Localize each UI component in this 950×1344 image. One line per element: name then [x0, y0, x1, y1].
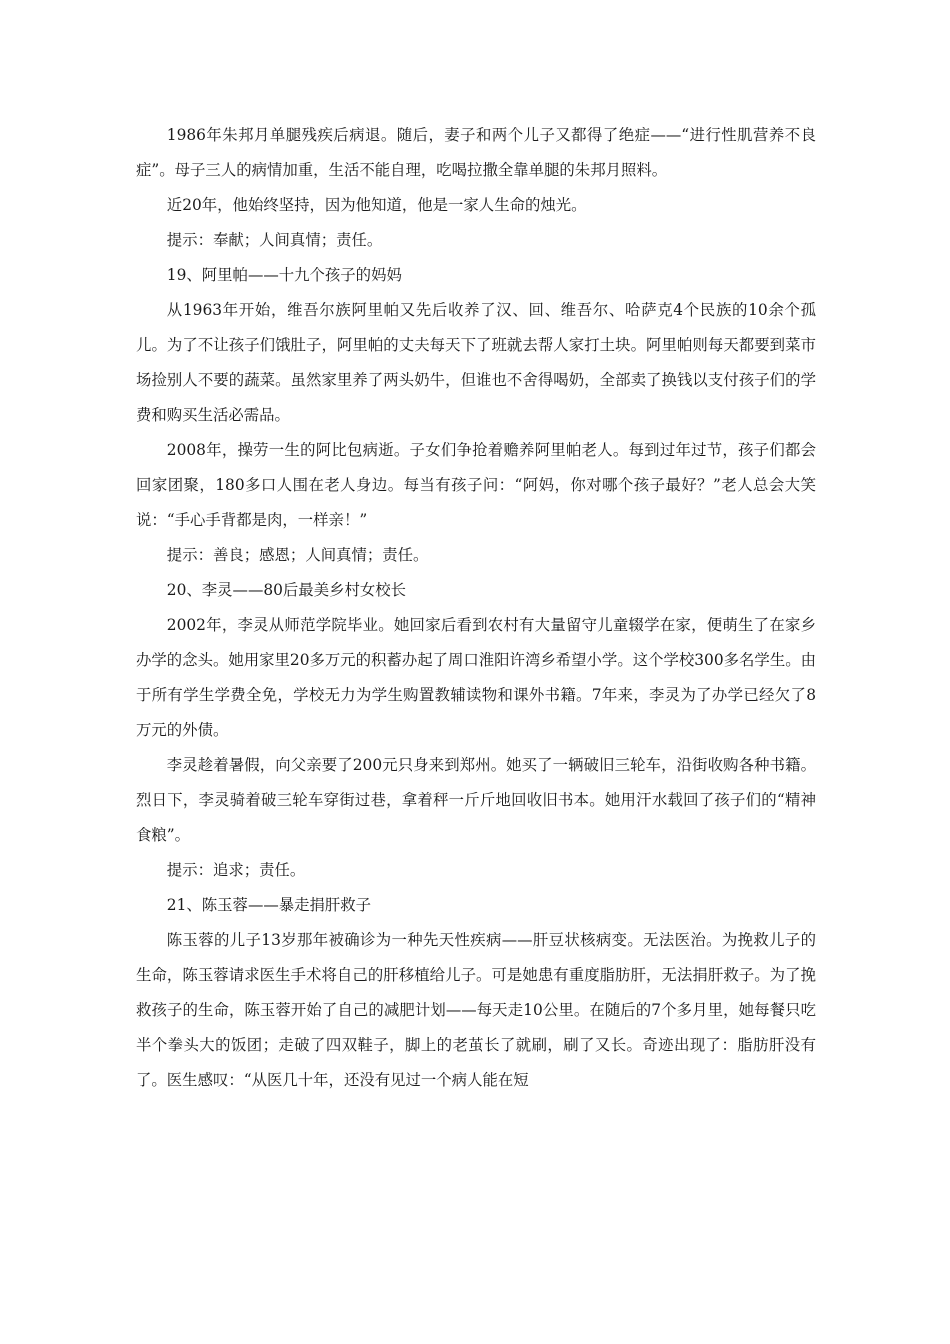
- hint-19: 提示：善良；感恩；人间真情；责任。: [166, 546, 429, 564]
- hint-20: 提示：追求；责任。: [166, 861, 306, 879]
- section-heading-20: 20、李灵——80后最美乡村女校长: [166, 581, 407, 599]
- paragraph-chen-yurong: 陈玉蓉的儿子13岁那年被确诊为一种先天性疾病——肝豆状核病变。无法医治。为挽救儿子的生命，陈玉蓉请求医生手术将自己的肝移植给儿子。可是她患有重度脂肪肝，无法捐肝救子。为了挽救孩子的生命，陈玉蓉开始了自己的减肥计划——每天走10公里。在随后的7个多月里，她每餐只吃半个拳头大的饭团；走破了四双鞋子，脚上的老茧长了就刷，刷了又长。奇迹出现了：脂肪肝没有了。医生感叹：“从医几十年，还没有见过一个病人能在短: [136, 931, 816, 1089]
- document-page: [136, 118, 816, 1098]
- paragraph-alipa-adoption: 从1963年开始，维吾尔族阿里帕又先后收养了汉、回、维吾尔、哈萨克4个民族的10余个孤儿。为了不让孩子们饿肚子，阿里帕的丈夫每天下了班就去帮人家打土块。阿里帕则每天都要到菜市场捡别人不要的蔬菜。虽然家里养了两头奶牛，但谁也不舍得喝奶，全部卖了换钱以支付孩子们的学费和购买生活必需品。: [136, 301, 816, 424]
- paragraph-zhu-bangyue-illness: 1986年朱邦月单腿残疾后病退。随后，妻子和两个儿子又都得了绝症——“进行性肌营养不良症”。母子三人的病情加重，生活不能自理，吃喝拉撒全靠单腿的朱邦月照料。: [136, 126, 816, 179]
- paragraph-alipa-family: 2008年，操劳一生的阿比包病逝。子女们争抢着赡养阿里帕老人。每到过年过节，孩子们都会回家团聚，180多口人围在老人身边。每当有孩子问：“阿妈，你对哪个孩子最好？”老人总会大笑说：“手心手背都是肉，一样亲！”: [136, 441, 816, 529]
- hint-18: 提示：奉献；人间真情；责任。: [166, 231, 383, 249]
- paragraph-liling-school: 2002年，李灵从师范学院毕业。她回家后看到农村有大量留守儿童辍学在家，便萌生了在家乡办学的念头。她用家里20多万元的积蓄办起了周口淮阳许湾乡希望小学。这个学校300多名学生。由于所有学生学费全免，学校无力为学生购置教辅读物和课外书籍。7年来，李灵为了办学已经欠了8万元的外债。: [136, 616, 816, 739]
- section-heading-21: 21、陈玉蓉——暴走捐肝救子: [166, 896, 372, 914]
- paragraph-zhu-bangyue-persistence: 近20年，他始终坚持，因为他知道，他是一家人生命的烛光。: [166, 196, 587, 214]
- paragraph-liling-books: 李灵趁着暑假，向父亲要了200元只身来到郑州。她买了一辆破旧三轮车，沿街收购各种书籍。烈日下，李灵骑着破三轮车穿街过巷，拿着秤一斤斤地回收旧书本。她用汗水载回了孩子们的“精神食粮”。: [136, 756, 816, 844]
- section-heading-19: 19、阿里帕——十九个孩子的妈妈: [166, 266, 402, 284]
